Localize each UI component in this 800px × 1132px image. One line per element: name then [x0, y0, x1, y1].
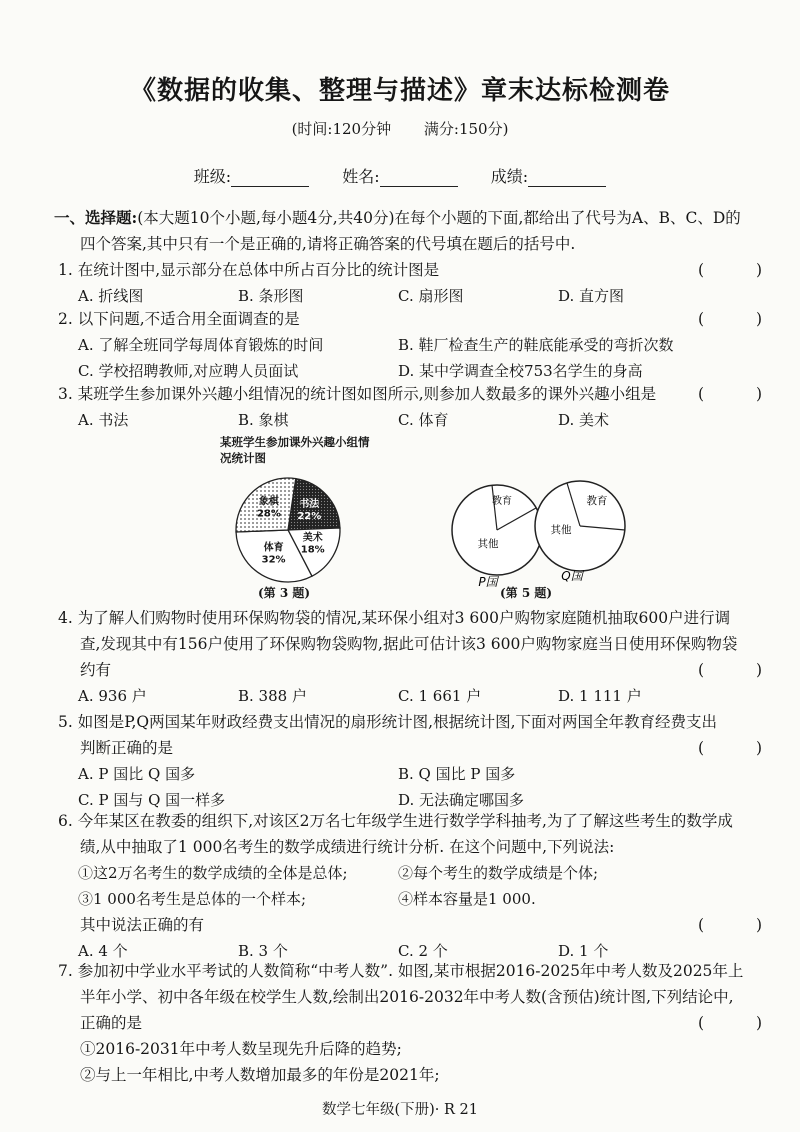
answer-bracket[interactable]: ( )	[698, 916, 762, 934]
page-title: 《数据的收集、整理与描述》章末达标检测卷	[129, 76, 670, 106]
pie-q-label-other: 其他	[550, 524, 572, 536]
pie-label-2-name: 美术	[302, 532, 323, 544]
grade-blank[interactable]	[528, 170, 606, 187]
statement-2: ②每个考生的数学成绩是个体;	[398, 864, 599, 882]
option-a[interactable]: A. 936 户	[78, 687, 147, 705]
pie-label-1-percent: 22%	[297, 510, 322, 522]
option-c[interactable]: C. 1 661 户	[398, 687, 482, 705]
option-b[interactable]: B. 鞋厂检查生产的鞋底能承受的弯折次数	[398, 336, 674, 354]
name-field: 姓名:	[342, 164, 457, 187]
option-d[interactable]: D. 1 111 户	[558, 687, 642, 705]
answer-bracket[interactable]: ( )	[698, 261, 762, 279]
statement-4: ④样本容量是1 000.	[398, 890, 536, 908]
option-a[interactable]: A. 4 个	[78, 942, 128, 960]
option-c[interactable]: C. 2 个	[398, 942, 448, 960]
figure-area	[200, 434, 760, 604]
question-4: 4. 为了解人们购物时使用环保购物袋的情况,某环保小组对3 600户购物家庭随机抽取600户进行调 查,发现其中有156户使用了环保购物袋购物,据此可估计该3 600户购物家庭当日使用环保购物袋 约有 ( ) A. 936 户 B. 388 户 C. 1 661 户 D. 1 111 户	[58, 605, 768, 709]
pie-label-4-name: 象棋	[258, 496, 279, 508]
pie-chart-q	[535, 481, 625, 571]
option-a[interactable]: A. 书法	[78, 411, 129, 429]
option-d[interactable]: D. 无法确定哪国多	[398, 791, 525, 809]
question-2: 2. 以下问题,不适合用全面调查的是 ( ) A. 了解全班同学每周体育锻炼的时间 B. 鞋厂检查生产的鞋底能承受的弯折次数 C. 学校招聘教师,对应聘人员面试 D. 某中学调查全校753名学生的身高	[58, 306, 768, 384]
statement-1: ①2016-2031年中考人数呈现先升后降的趋势;	[80, 1040, 402, 1058]
statement-2: ②与上一年相比,中考人数增加最多的年份是2021年;	[80, 1066, 440, 1084]
option-c[interactable]: C. 体育	[398, 411, 449, 429]
option-a[interactable]: A. 了解全班同学每周体育锻炼的时间	[78, 336, 324, 354]
pie-label-3-percent: 32%	[261, 554, 286, 566]
option-b[interactable]: B. 象棋	[238, 411, 289, 429]
pie-q-name: Q国	[561, 569, 583, 583]
question-1: 1. 在统计图中,显示部分在总体中所占百分比的统计图是 ( ) A. 折线图 B. 条形图 C. 扇形图 D. 直方图	[58, 257, 768, 309]
class-field: 班级:	[194, 164, 309, 187]
page-footer: 数学七年级(下册)· R 21	[321, 1102, 478, 1118]
option-c[interactable]: C. P 国与 Q 国一样多	[78, 791, 226, 809]
answer-bracket[interactable]: ( )	[698, 310, 762, 328]
answer-bracket[interactable]: ( )	[698, 661, 762, 679]
time-limit: (时间:120分钟	[291, 120, 392, 138]
answer-bracket[interactable]: ( )	[698, 739, 762, 757]
answer-bracket[interactable]: ( )	[698, 1014, 762, 1032]
option-a[interactable]: A. 折线图	[78, 287, 144, 305]
pie-label-4-percent: 28%	[256, 508, 281, 520]
question-3: 3. 某班学生参加课外兴趣小组情况的统计图如图所示,则参加人数最多的课外兴趣小组是 ( ) A. 书法 B. 象棋 C. 体育 D. 美术	[58, 381, 768, 433]
pie-p-label-education: 教育	[492, 496, 512, 507]
pie-p-name: P国	[478, 575, 498, 589]
question-5: 5. 如图是P,Q两国某年财政经费支出情况的扇形统计图,根据统计图,下面对两国全年教育经费支出 判断正确的是 ( ) A. P 国比 Q 国多 B. Q 国比 P 国多 C. P 国与 Q 国一样多 D. 无法确定哪国多	[58, 709, 768, 813]
caption-q5: (第 5 题)	[500, 586, 553, 600]
option-a[interactable]: A. P 国比 Q 国多	[78, 765, 196, 783]
caption-q3: (第 3 题)	[258, 586, 311, 600]
student-info	[0, 164, 800, 187]
option-d[interactable]: D. 直方图	[558, 287, 625, 305]
question-7: 7. 参加初中学业水平考试的人数简称“中考人数”. 如图,某市根据2016-2025年中考人数及2025年上 半年小学、初中各年级在校学生人数,绘制出2016-2032年中考人数(含预估)统计图,下列结论中, 正确的是 ( ) ①2016-2031年中考人数呈现先升后降的趋势; ②与上一年相比,中考人数增加最多的年份是2021年;	[58, 958, 768, 1088]
section-heading: 一、选择题:(本大题10个小题,每小题4分,共40分)在每个小题的下面,都给出了代号为A、B、C、D的 四个答案,其中只有一个是正确的,请将正确答案的代号填在题后的括号中.	[54, 208, 741, 253]
pie-p-label-other: 其他	[477, 538, 499, 550]
chart-title: 某班学生参加课外兴趣小组情况统计图	[220, 435, 370, 465]
statement-1: ①这2万名考生的数学成绩的全体是总体;	[78, 864, 348, 882]
figure-svg	[200, 434, 760, 604]
class-blank[interactable]	[231, 170, 309, 187]
answer-bracket[interactable]: ( )	[698, 385, 762, 403]
question-6: 6. 今年某区在教委的组织下,对该区2万名七年级学生进行数学学科抽考,为了了解这些考生的数学成 绩,从中抽取了1 000名考生的数学成绩进行统计分析. 在这个问题中,下列说法: ①这2万名考生的数学成绩的全体是总体; ②每个考生的数学成绩是个体; ③1 000名考生是总体的一个样本; ④样本容量是1 000. 其中说法正确的有 ( ) A. 4 个 B. 3 个 C. 2 个 D. 1 个	[58, 808, 768, 964]
option-b[interactable]: B. Q 国比 P 国多	[398, 765, 516, 783]
option-d[interactable]: D. 1 个	[558, 942, 609, 960]
option-c[interactable]: C. 学校招聘教师,对应聘人员面试	[78, 362, 299, 380]
full-score: 满分:150分)	[423, 120, 509, 138]
pie-chart-p	[452, 485, 542, 575]
option-c[interactable]: C. 扇形图	[398, 287, 464, 305]
pie-chart-q3	[236, 478, 340, 582]
name-blank[interactable]	[380, 170, 458, 187]
pie-label-2-percent: 18%	[300, 544, 325, 556]
pie-label-1-name: 书法	[299, 498, 320, 510]
pie-q-label-education: 教育	[586, 495, 608, 507]
statement-3: ③1 000名考生是总体的一个样本;	[78, 890, 306, 908]
option-b[interactable]: B. 388 户	[238, 687, 307, 705]
option-b[interactable]: B. 3 个	[238, 942, 288, 960]
grade-field: 成绩:	[491, 164, 606, 187]
pie-label-3-name: 体育	[263, 542, 284, 554]
option-b[interactable]: B. 条形图	[238, 287, 304, 305]
option-d[interactable]: D. 某中学调查全校753名学生的身高	[398, 362, 643, 380]
option-d[interactable]: D. 美术	[558, 411, 610, 429]
exam-meta	[0, 118, 800, 139]
